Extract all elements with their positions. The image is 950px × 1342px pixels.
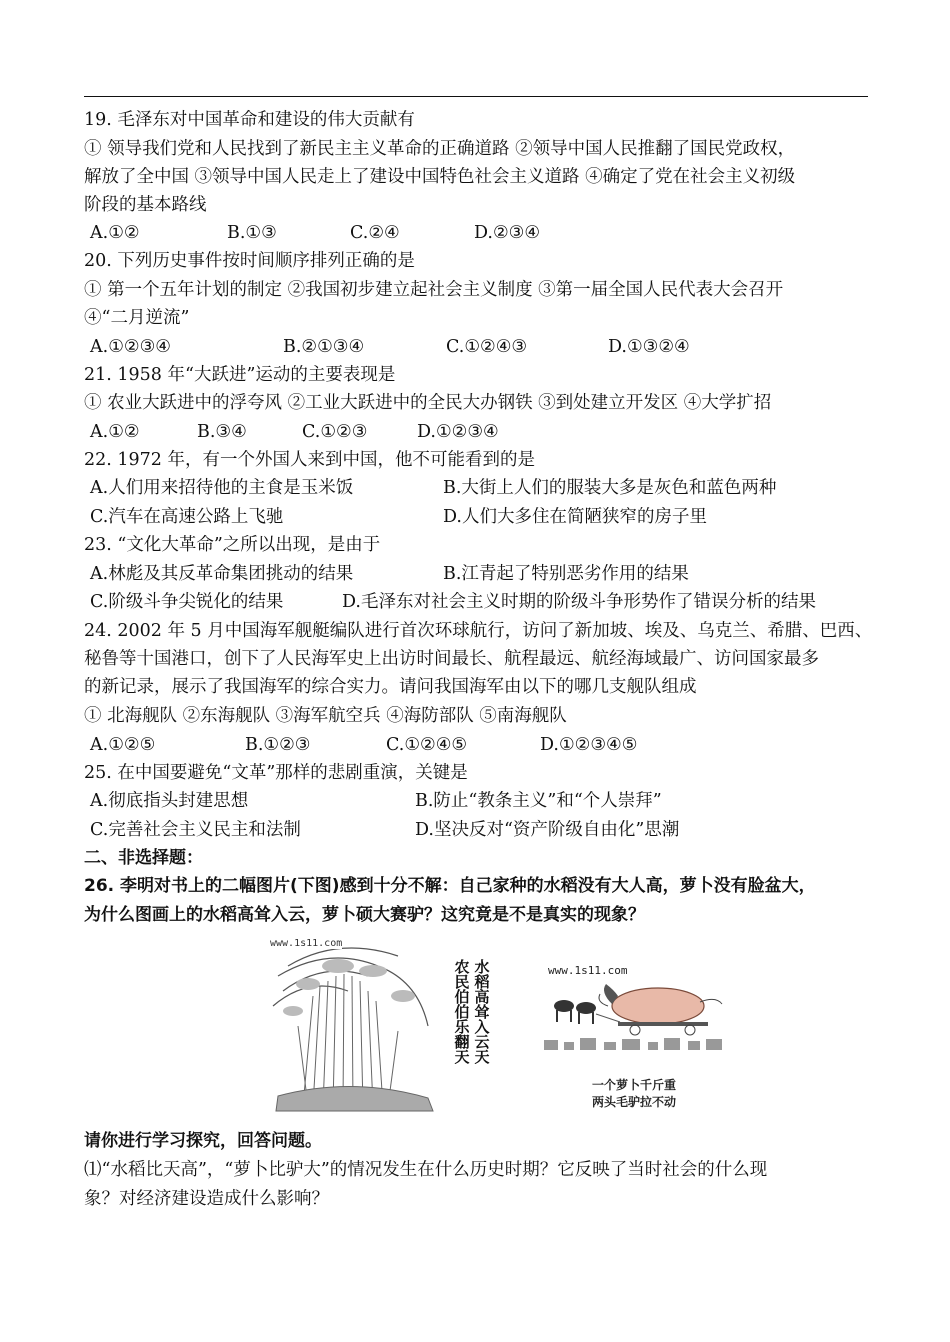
q22-option-d: D.人们大多住在简陋狭窄的房子里 <box>443 507 707 527</box>
q19-option-d: D.②③④ <box>474 223 541 243</box>
q20-stem: 20. 下列历史事件按时间顺序排列正确的是 <box>84 251 415 271</box>
q24-option-a: A.①②⑤ <box>90 735 156 755</box>
rice-caption-col1: 水稻高耸入云天 <box>474 958 490 1066</box>
q19-option-a: A.①② <box>90 223 140 243</box>
q22-option-c: C.汽车在高速公路上飞驰 <box>90 507 284 527</box>
q21-option-d: D.①②③④ <box>417 422 499 442</box>
radish-watermark: www.1s11.com <box>548 964 628 977</box>
q22-stem: 22. 1972 年，有一个外国人来到中国，他不可能看到的是 <box>84 450 535 470</box>
q19-option-c: C.②④ <box>350 223 400 243</box>
q20-line2: ④“二月逆流” <box>84 308 190 328</box>
q21-line1: ① 农业大跃进中的浮夸风 ②工业大跃进中的全民大办钢铁 ③到处建立开发区 ④大学扩招 <box>84 393 772 413</box>
q21-stem: 21. 1958 年“大跃进”运动的主要表现是 <box>84 365 396 385</box>
q22-option-a: A.人们用来招待他的主食是玉米饭 <box>90 478 354 498</box>
q24-line2: 的新记录，展示了我国海军的综合实力。请问我国海军由以下的哪几支舰队组成 <box>84 677 697 697</box>
q25-stem: 25. 在中国要避免“文革”那样的悲剧重演，关键是 <box>84 763 468 783</box>
q24-option-c: C.①②④⑤ <box>386 735 468 755</box>
q23-option-a: A.林彪及其反革命集团挑动的结果 <box>90 564 354 584</box>
q20-option-c: C.①②④③ <box>446 337 528 357</box>
q26-prompt: 请你进行学习探究，回答问题。 <box>84 1131 322 1151</box>
q26-line2: 为什么图画上的水稻高耸入云，萝卜硕大赛驴？这究竟是不是真实的现象？ <box>84 905 645 925</box>
q26-sub1-line1: ⑴“水稻比天高”，“萝卜比驴大”的情况发生在什么历史时期？它反映了当时社会的什么现 <box>84 1160 768 1180</box>
rice-caption-col2: 农民伯伯乐翻天 <box>454 958 470 1066</box>
q21-option-b: B.③④ <box>197 422 247 442</box>
q26-line1: 26. 李明对书上的二幅图片(下图)感到十分不解：自己家种的水稻没有大人高，萝卜没有脸盆大， <box>84 876 816 896</box>
q20-line1: ① 第一个五年计划的制定 ②我国初步建立起社会主义制度 ③第一届全国人民代表大会召开 <box>84 280 784 300</box>
q23-option-b: B.江青起了特别恶劣作用的结果 <box>443 564 689 584</box>
q19-line3: 阶段的基本路线 <box>84 195 207 215</box>
q20-option-d: D.①③②④ <box>608 337 690 357</box>
radish-caption <box>546 1076 722 1110</box>
section-heading: 二、非选择题： <box>84 848 203 868</box>
q20-option-a: A.①②③④ <box>90 337 171 357</box>
q24-line3: ① 北海舰队 ②东海舰队 ③海军航空兵 ④海防部队 ⑤南海舰队 <box>84 706 567 726</box>
q24-option-d: D.①②③④⑤ <box>540 735 638 755</box>
radish-caption-line2: 两头毛驴拉不动 <box>591 1095 676 1109</box>
q26-sub1-line2: 象？对经济建设造成什么影响？ <box>84 1189 329 1209</box>
q21-option-c: C.①②③ <box>302 422 368 442</box>
q19-stem: 19. 毛泽东对中国革命和建设的伟大贡献有 <box>84 110 415 130</box>
q23-option-d: D.毛泽东对社会主义时期的阶级斗争形势作了错误分析的结果 <box>342 592 816 612</box>
q19-line1: ① 领导我们党和人民找到了新民主主义革命的正确道路 ②领导中国人民推翻了国民党政权， <box>84 139 796 159</box>
q24-stem: 24. 2002 年 5 月中国海军舰艇编队进行首次环球航行，访问了新加坡、埃及、乌克兰、希腊、巴西、 <box>84 621 873 641</box>
q25-option-a: A.彻底指头封建思想 <box>90 791 249 811</box>
q23-stem: 23. “文化大革命”之所以出现，是由于 <box>84 535 381 555</box>
q25-option-b: B.防止“教条主义”和“个人崇拜” <box>415 791 662 811</box>
radish-caption-line1: 一个萝卜千斤重 <box>591 1078 676 1092</box>
radish-illustration <box>540 964 728 1064</box>
rice-illustration <box>268 936 436 1116</box>
q19-option-b: B.①③ <box>227 223 277 243</box>
rice-watermark: www.1s11.com <box>270 938 343 949</box>
q25-option-c: C.完善社会主义民主和法制 <box>90 820 301 840</box>
header-rule <box>84 96 868 97</box>
q24-line1: 秘鲁等十国港口，创下了人民海军史上出访时间最长、航程最远、航经海域最广、访问国家最多 <box>84 649 819 669</box>
q22-option-b: B.大街上人们的服装大多是灰色和蓝色两种 <box>443 478 777 498</box>
q24-option-b: B.①②③ <box>245 735 311 755</box>
q23-option-c: C.阶级斗争尖锐化的结果 <box>90 592 284 612</box>
q19-line2: 解放了全中国 ③领导中国人民走上了建设中国特色社会主义道路 ④确定了党在社会主义初级 <box>84 167 796 187</box>
q20-option-b: B.②①③④ <box>283 337 365 357</box>
q25-option-d: D.坚决反对“资产阶级自由化”思潮 <box>415 820 680 840</box>
q21-option-a: A.①② <box>90 422 140 442</box>
